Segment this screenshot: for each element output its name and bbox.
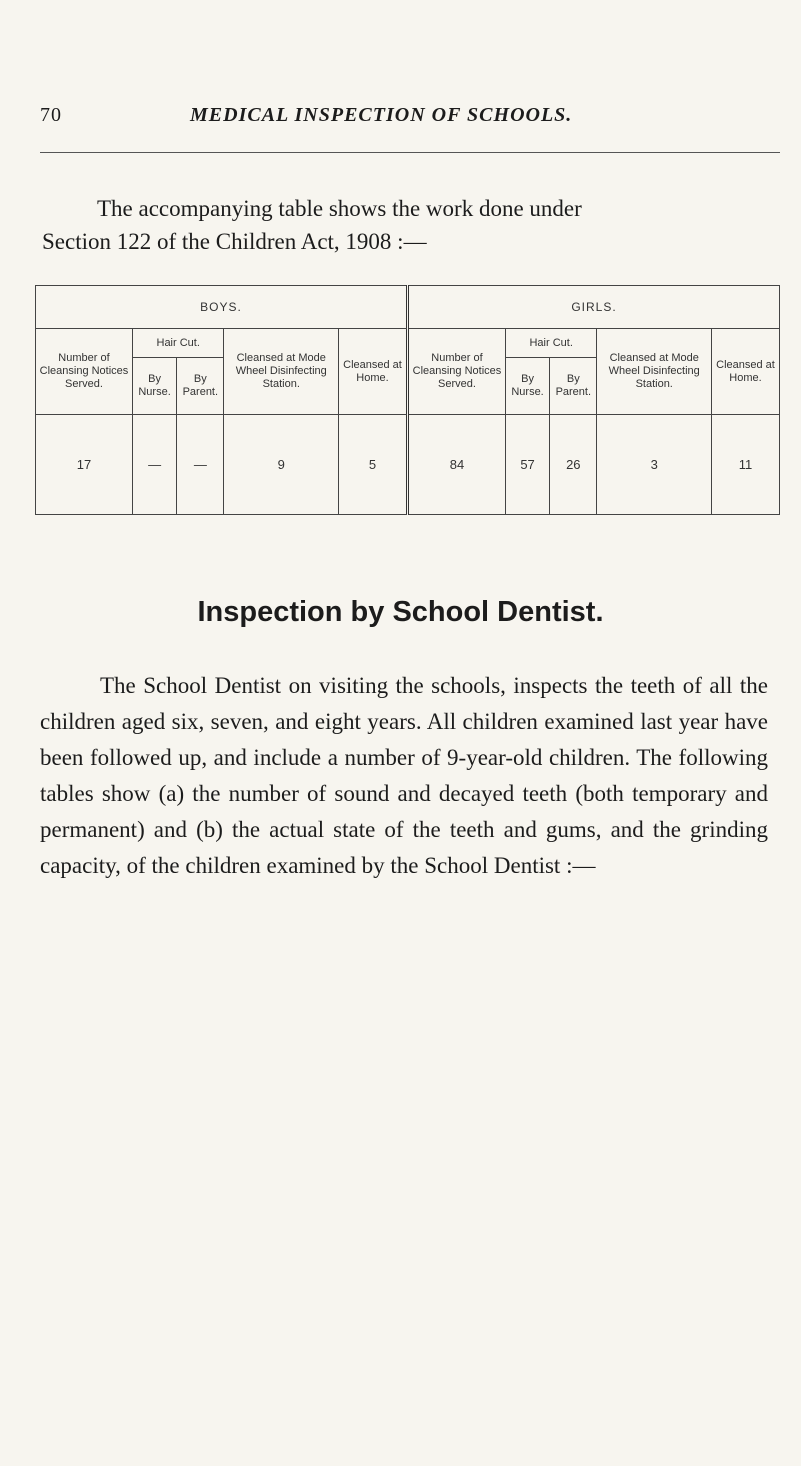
boys-home-header: Cleansed at Home. [339,329,408,415]
intro-line-2: Section 122 of the Children Act, 1908 :— [42,229,427,254]
girls-by-nurse-header: By Nurse. [505,358,549,415]
girls-notices-header: Number of Cleansing Notices Served. [407,329,505,415]
page-number: 70 [40,104,62,126]
boys-by-nurse-value: — [132,415,176,515]
girls-group-header: GIRLS. [407,286,779,329]
header-rule [40,152,780,153]
intro-paragraph [42,192,777,258]
girls-by-parent-header: By Parent. [550,358,597,415]
cleansing-table [35,285,780,515]
boys-notices-header: Number of Cleansing Notices Served. [36,329,133,415]
boys-hair-cut-header: Hair Cut. [132,329,224,358]
boys-by-parent-value: — [177,415,224,515]
boys-group-header: BOYS. [36,286,408,329]
boys-notices-value: 17 [36,415,133,515]
girls-home-value: 11 [712,415,780,515]
girls-station-value: 3 [597,415,712,515]
boys-by-parent-header: By Parent. [177,358,224,415]
boys-home-value: 5 [339,415,408,515]
dentist-paragraph [40,668,768,884]
intro-line-1: The accompanying table shows the work done under [97,196,582,221]
girls-home-header: Cleansed at Home. [712,329,780,415]
dentist-paragraph-text: The School Dentist on visiting the schools, inspects the teeth of all the children aged six, seven, and eight years. All children examined last year have been followed up, and include a number of 9-year-old children. The following tables show (a) the number of sound and decayed teeth (both temporary and permanent) and (b) the actual state of the teeth and gums, and the grinding capacity, of the children examined by the School Dentist :— [40,673,768,878]
girls-hair-cut-header: Hair Cut. [505,329,597,358]
section-title: Inspection by School Dentist. [197,596,604,628]
boys-station-value: 9 [224,415,339,515]
girls-notices-value: 84 [407,415,505,515]
boys-station-header: Cleansed at Mode Wheel Disinfecting Station. [224,329,339,415]
girls-by-nurse-value: 57 [505,415,549,515]
girls-by-parent-value: 26 [550,415,597,515]
girls-station-header: Cleansed at Mode Wheel Disinfecting Station. [597,329,712,415]
boys-by-nurse-header: By Nurse. [132,358,176,415]
running-head: MEDICAL INSPECTION OF SCHOOLS. [190,104,573,126]
